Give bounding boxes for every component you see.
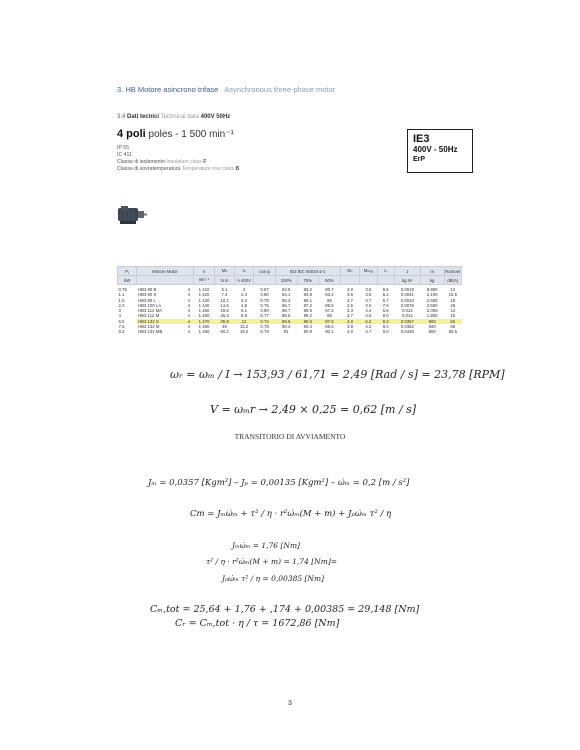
- table-row: 0.75 HB3 80 B 4 1 410 5.1 2 0.67 82.5 82.2 80.7 3.0 3.5 5.5 0.0019 8.800 12: [118, 287, 456, 292]
- table-row: 3 HB3 112 MA 4 1 450 19.8 6.1 0.80 88.7 89.6 87.3 3.3 4.4 6.8 0.013 2.000 13: [118, 308, 456, 314]
- col-header: Motore Motor: [137, 267, 193, 276]
- formula-torque: Cm = Jₘω̇ₘ + τ² / η · r²ω̇ₘ(M + m) + Jₚω̇ₘ τ² / η: [190, 509, 392, 519]
- table-header-row: [118, 267, 462, 276]
- section-title: 3. HB Motore asincrono trifase Asynchronous three-phase motor: [117, 85, 336, 94]
- col-header: cos φ: [254, 267, 276, 276]
- table-row: 2.2 HB3 100 LA 4 1 440 14.6 4.8 0.75 86.7 87.2 85.5 3.5 3.5 7.6 0.0076 3.500 26: [118, 302, 456, 308]
- formula-load-torque: Cᵣ = Cₘ,tot · η / τ = 1672,86 [Nm]: [175, 618, 340, 629]
- col-header: Iₛ: [377, 267, 394, 276]
- motor-data-table: [117, 266, 462, 335]
- col-header: IE3 IEC 60034-2-1: [275, 267, 340, 276]
- spec-item: IP 55: [117, 145, 130, 151]
- formula-linear-velocity: V = ωₘr → 2,49 × 0,25 = 0,62 [m / s]: [210, 403, 417, 416]
- col-header: Mₙ: [215, 267, 234, 276]
- section-heading: TRANSITORIO DI AVVIAMENTO: [234, 432, 346, 441]
- col-header: Mₘₐₓ: [360, 267, 377, 276]
- formula-inertia: Jₘ = 0,0357 [Kgm²] – Jₚ = 0,00135 [Kgm²] – ω̇ₘ = 0,2 [m / s²]: [148, 478, 410, 488]
- col-header: Iₙ: [234, 267, 253, 276]
- motor-image: [115, 205, 147, 227]
- col-header: n: [193, 267, 215, 276]
- page-number: 3: [288, 700, 292, 707]
- poles-heading: 4 poli poles - 1 500 min⁻¹: [117, 128, 234, 140]
- formula-total-torque: Cₘ,tot = 25,64 + 1,76 + ,174 + 0,00385 = 29,148 [Nm]: [150, 604, 420, 615]
- table-row: 9.2 HB3 132 MB 4 1 460 60.2 19.2 0.79 91 90.9 90.1 4.0 4.7 9.0 0.0448 800 68.5: [118, 329, 457, 335]
- formula-term-3: Jₚω̇ₘ τ² / η = 0,00385 [Nm]: [222, 574, 325, 583]
- col-header: Rumore: [445, 268, 461, 274]
- spec-item: Classe di sovratemperatura Temperature rise class B: [117, 166, 240, 172]
- col-header: Mₛ: [340, 267, 359, 276]
- formula-angular-velocity: ωᵣ = ωₘ / I → 153,93 / 61,71 = 2,49 [Rad / s] = 23,78 [RPM]: [170, 368, 505, 381]
- table-row: 4 HB3 112 M 4 1 450 26.3 8.5 0.77 88.6 89.2 88 3.7 4.6 8.0 0.014 1.800 16: [118, 313, 456, 319]
- table-row: 1.5 HB3 90 L 4 1 420 10.1 3.3 0.79 85.3 86.1 85 3.7 3.7 6.7 0.0043 2.500 18: [118, 297, 456, 303]
- spec-list: [117, 145, 239, 173]
- table-row: 7.5 HB3 132 M 4 1 460 49 15.2 0.78 90.4 90.4 89.6 3.8 4.2 8.4 0.0462 920 68: [118, 324, 456, 330]
- formula-term-1: Jₘω̇ₘ = 1,76 [Nm]: [232, 541, 300, 550]
- formula-term-2: τ² / η · r²ω̇ₘ(M + m) = 1,74 [Nm]=: [206, 557, 338, 566]
- col-header: m: [420, 267, 444, 276]
- table-row: 1.1 HB3 90 S 4 1 420 7.4 2.4 0.80 84.1 84.8 83.4 3.5 3.5 6.4 0.0041 2.100 16.5: [118, 292, 457, 298]
- col-header: P₁: [118, 267, 137, 276]
- spec-item: Classe di isolamento Insulation class F: [117, 159, 207, 165]
- table-row-highlighted: 5.5 HB3 132 S 4 1 470 35.8 12 0.74 89.6 89.5 87.6 4.0 5.0 9.3 0.0357 900 56: [118, 319, 462, 324]
- table-header-row: kW min⁻¹ N m A 400V 100% 75% 50% kg m² kg dB(A): [118, 276, 462, 285]
- spec-item: IC 411: [117, 152, 132, 158]
- sub-title: 3.4 Dati tecnici Technical data 400V 50Hz: [117, 114, 231, 120]
- col-header: J: [394, 267, 420, 276]
- efficiency-badge: IE3 400V - 50Hz ErP: [407, 129, 473, 173]
